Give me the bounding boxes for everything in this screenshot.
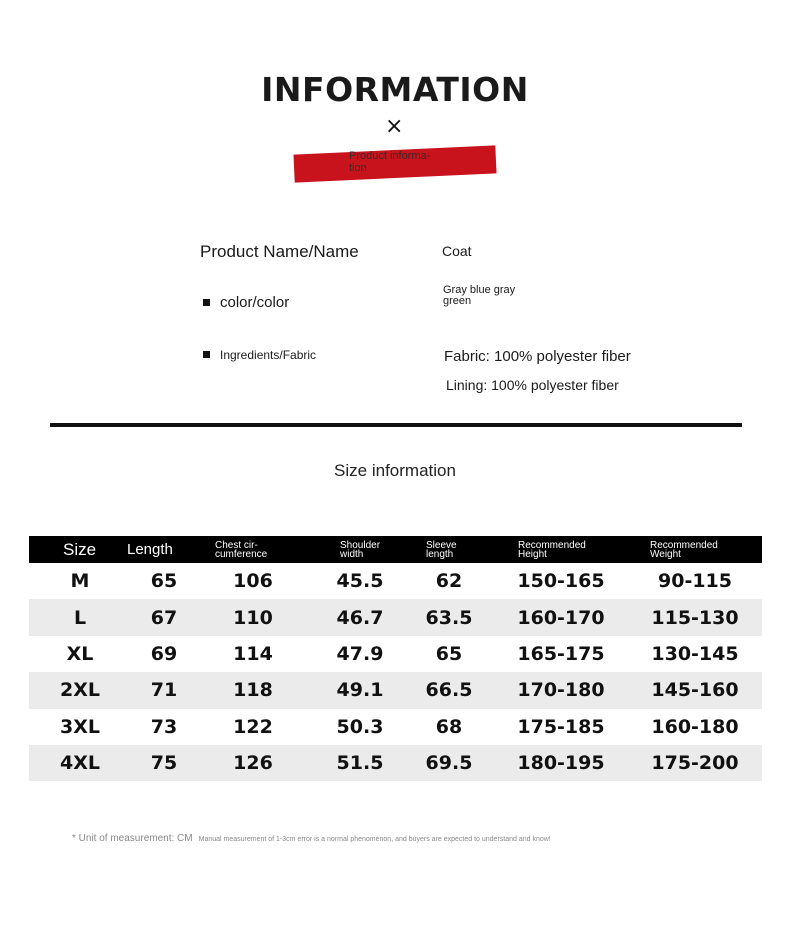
- cell-col-chest: 114: [233, 642, 273, 665]
- fabric-row-label: [203, 348, 316, 362]
- banner-label-line-2: tion: [349, 162, 367, 174]
- color-value-line-2: green: [443, 295, 472, 307]
- cell-col-weight: 90-115: [658, 570, 732, 593]
- table-row: [29, 599, 762, 635]
- size-table: [29, 536, 762, 781]
- table-row: [29, 745, 762, 781]
- cell-col-shoulder: 46.7: [336, 606, 384, 629]
- lining-value: Lining: 100% polyester fiber: [446, 377, 619, 393]
- cell-col-size: 2XL: [60, 679, 100, 702]
- cell-col-sleeve: 62: [435, 570, 463, 593]
- cell-col-weight: 145-160: [651, 679, 739, 702]
- cell-col-weight: 130-145: [651, 642, 739, 665]
- color-row-label: [203, 294, 289, 311]
- header-col-weight: Recommended Weight: [650, 539, 718, 560]
- size-table-header: [29, 536, 762, 563]
- product-name-value: Coat: [442, 243, 472, 259]
- cell-col-weight: 160-180: [651, 715, 739, 738]
- cell-col-height: 160-170: [517, 606, 605, 629]
- cell-col-sleeve: 65: [435, 642, 463, 665]
- table-row: [29, 709, 762, 745]
- cell-col-length: 71: [150, 679, 178, 702]
- table-row: [29, 672, 762, 708]
- cell-col-size: L: [73, 606, 87, 629]
- cell-col-height: 180-195: [517, 752, 605, 775]
- cell-col-chest: 126: [233, 752, 273, 775]
- table-row: [29, 636, 762, 672]
- header-col-shoulder: Shoulder width: [340, 539, 381, 560]
- cell-col-size: XL: [66, 642, 94, 665]
- cell-col-chest: 122: [233, 715, 273, 738]
- cell-col-weight: 115-130: [651, 606, 739, 629]
- cell-col-length: 67: [150, 606, 178, 629]
- cell-col-size: 4XL: [60, 752, 100, 775]
- cell-col-length: 69: [150, 642, 178, 665]
- header-col-sleeve: Sleeve length: [426, 539, 457, 560]
- color-value-line-1: Gray blue gray: [443, 284, 516, 296]
- cell-col-height: 170-180: [517, 679, 605, 702]
- size-heading: Size information: [334, 461, 456, 480]
- banner-label: [349, 150, 449, 174]
- cell-col-shoulder: 47.9: [336, 642, 384, 665]
- cell-col-chest: 118: [233, 679, 273, 702]
- bullet-icon: [203, 299, 210, 306]
- cell-col-length: 65: [150, 570, 178, 593]
- bullet-icon: [203, 351, 210, 358]
- banner-label-line-1: Product informa-: [349, 150, 431, 162]
- cell-col-sleeve: 66.5: [425, 679, 473, 702]
- cell-col-height: 150-165: [517, 570, 605, 593]
- cell-col-length: 75: [150, 752, 178, 775]
- section-divider: [50, 423, 742, 427]
- cell-col-height: 165-175: [517, 642, 605, 665]
- cell-col-size: M: [70, 570, 90, 593]
- product-name-label: Product Name/Name: [200, 242, 359, 261]
- cell-col-shoulder: 50.3: [336, 715, 384, 738]
- footnote-unit: * Unit of measurement: CM: [72, 833, 193, 844]
- table-row: [29, 563, 762, 599]
- cell-col-sleeve: 63.5: [425, 606, 473, 629]
- cell-col-height: 175-185: [517, 715, 605, 738]
- header-col-size: Size: [63, 539, 97, 559]
- footnote-note: Manual measurement of 1-3cm error is a normal phenomenon, and buyers are expected to understand and know!: [198, 836, 551, 843]
- size-table-body: [29, 563, 762, 781]
- header-col-chest: Chest cir- cumference: [215, 539, 268, 560]
- color-value: [443, 285, 553, 307]
- cell-col-weight: 175-200: [651, 752, 739, 775]
- fabric-value: Fabric: 100% polyester fiber: [444, 348, 631, 365]
- footnote: [72, 833, 551, 844]
- cell-col-sleeve: 68: [435, 715, 463, 738]
- cell-col-shoulder: 45.5: [336, 570, 384, 593]
- cell-col-shoulder: 51.5: [336, 752, 384, 775]
- cell-col-length: 73: [150, 715, 178, 738]
- close-icon: ×: [385, 114, 404, 139]
- header-col-length: Length: [127, 541, 173, 558]
- cell-col-size: 3XL: [60, 715, 100, 738]
- color-label: color/color: [220, 294, 290, 311]
- cell-col-shoulder: 49.1: [336, 679, 384, 702]
- cell-col-chest: 106: [233, 570, 273, 593]
- header-col-height: Recommended Height: [518, 539, 586, 560]
- cell-col-sleeve: 69.5: [425, 752, 473, 775]
- cell-col-chest: 110: [233, 606, 273, 629]
- fabric-label: Ingredients/Fabric: [220, 348, 317, 362]
- page-title: INFORMATION: [261, 70, 529, 109]
